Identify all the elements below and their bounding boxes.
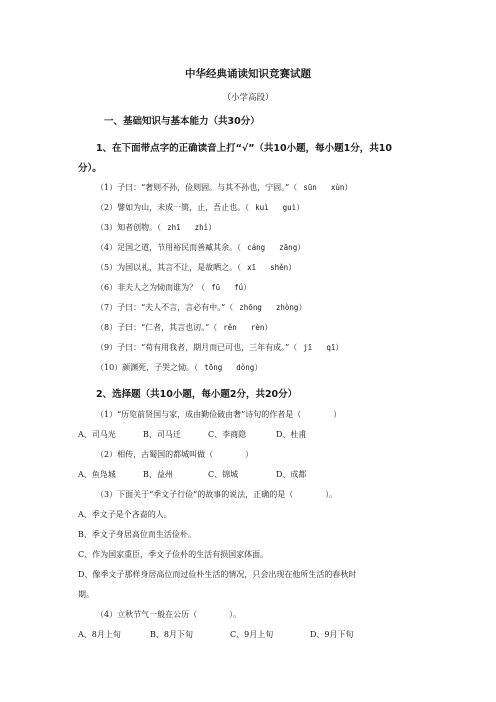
pinyin-option-a[interactable]: kuì	[255, 203, 269, 212]
close-paren: ）	[296, 203, 305, 212]
mc-q3-option-b[interactable]: B、季文子身居高位而生活俭朴。	[78, 530, 196, 539]
pinyin-option-a[interactable]: rěn	[223, 323, 237, 332]
option-d[interactable]: D、杜甫	[276, 430, 307, 439]
pinyin-option-b[interactable]: xùn	[330, 183, 345, 192]
pron-item-text: （4）足国之道，节用裕民而善臧其余。（	[96, 243, 242, 252]
close-paren: ）	[254, 363, 263, 372]
q1-heading-line2: 分）。	[78, 163, 102, 174]
pron-item-text: （1）子曰：“奢则不孙，俭则固。与其不孙也，宁固。”（	[96, 183, 298, 192]
pron-item-9	[96, 342, 343, 353]
option-b[interactable]: B、司马迁	[143, 430, 181, 439]
option-a[interactable]: A、司马光	[78, 430, 116, 439]
pron-item-text: （7）子曰：“夫人不言，言必有中。”（	[96, 303, 234, 312]
close-paren: ）	[243, 283, 252, 292]
option-c[interactable]: C、9月上旬	[230, 630, 274, 639]
q2-heading: 2、选择题（共10小题，每小题2分，共20分）	[96, 389, 298, 400]
mc-q3-option-a[interactable]: A、季文子是个吝啬的人。	[78, 510, 172, 519]
mc-q3-option-d[interactable]: D、像季文子那样身居高位而过俭朴生活的情况，只会出现在他所生活的春秋时	[78, 570, 357, 579]
pinyin-option-b[interactable]: shěn	[270, 263, 289, 272]
pinyin-option-b[interactable]: zhì	[194, 223, 209, 232]
q1-heading-line1: 1、在下面带点字的正确读音上打“√”（共10小题，每小题1分，共10	[96, 143, 392, 154]
option-c[interactable]: C、锦城	[208, 470, 239, 479]
mc-q3-stem: （3）下面关于“季文子行俭”的故事的说法，正确的是（ ）。	[96, 490, 338, 499]
pron-item-3	[96, 222, 216, 233]
pron-item-text: （3）知者创物。（	[96, 223, 162, 232]
page-subtitle: （小学高段）	[222, 93, 274, 103]
pinyin-option-a[interactable]: zhī	[167, 223, 181, 232]
close-paren: ）	[297, 243, 306, 252]
pinyin-option-a[interactable]: sūn	[303, 183, 317, 192]
close-paren: ）	[208, 223, 217, 232]
pron-item-7	[96, 302, 306, 313]
section-1-heading: 一、基础知识与基本能力（共30分）	[104, 116, 260, 127]
mc-q4-stem: （4）立秋节气一般在公历（ ）。	[96, 610, 242, 619]
mc-q4-options	[78, 629, 354, 640]
pron-item-text: （6）非夫人之为恸而谁为？（	[96, 283, 206, 292]
pinyin-option-b[interactable]: zhòng	[275, 303, 299, 312]
mc-q2-stem: （2）相传，古蜀国的都城叫做（ ）	[96, 450, 254, 459]
pinyin-option-b[interactable]: guì	[282, 203, 297, 212]
pinyin-option-a[interactable]: jī	[303, 343, 313, 352]
pron-item-5	[96, 262, 296, 273]
pinyin-option-b[interactable]: qī	[326, 343, 336, 352]
pron-item-text: （8）子曰：“仁者，其言也讱。”（	[96, 323, 218, 332]
pron-item-8	[96, 322, 272, 333]
pron-item-text: （5）为国以礼，其言不让，是故哂之。（	[96, 263, 242, 272]
pinyin-option-a[interactable]: cáng	[247, 243, 266, 252]
pron-item-text: （2）譬如为山，未成一篑，止，吾止也。（	[96, 203, 250, 212]
pron-item-1	[96, 182, 352, 193]
option-b[interactable]: B、益州	[143, 470, 173, 479]
option-d[interactable]: D、成都	[276, 470, 307, 479]
option-d[interactable]: D、9月下旬	[310, 630, 354, 639]
pron-item-6	[96, 282, 251, 293]
option-b[interactable]: B、8月下旬	[150, 630, 193, 639]
mc-q3-option-c[interactable]: C、作为国家重臣，季文子俭朴的生活有损国家体面。	[78, 550, 269, 559]
pinyin-option-a[interactable]: zhōng	[239, 303, 262, 312]
close-paren: ）	[264, 323, 273, 332]
close-paren: ）	[335, 343, 344, 352]
pron-item-10	[96, 362, 262, 373]
option-c[interactable]: C、李商隐	[208, 430, 247, 439]
pron-item-2	[96, 202, 304, 213]
close-paren: ）	[298, 303, 307, 312]
pinyin-option-b[interactable]: rèn	[250, 323, 265, 332]
mc-q2-options	[78, 469, 306, 480]
close-paren: ）	[344, 183, 353, 192]
pron-item-text: （9）子曰：“苟有用我者，期月而已可也，三年有成。”（	[96, 343, 298, 352]
pron-item-text: （10）颜渊死，子哭之恸。（	[96, 363, 199, 372]
option-a[interactable]: A、鱼凫城	[78, 470, 116, 479]
pinyin-option-b[interactable]: fú	[234, 283, 244, 292]
mc-q1-stem: （1）“历览前贤国与家，成由勤俭破由奢”诗句的作者是（ ）	[96, 410, 342, 419]
pinyin-option-a[interactable]: xī	[247, 263, 257, 272]
pinyin-option-b[interactable]: zāng	[279, 243, 298, 252]
pinyin-option-a[interactable]: fū	[211, 283, 221, 292]
page-title: 中华经典诵读知识竞赛试题	[185, 68, 311, 80]
pinyin-option-b[interactable]: dòng	[236, 363, 255, 372]
pron-item-4	[96, 242, 305, 253]
mc-q3-option-d-cont: 期。	[78, 590, 94, 599]
pinyin-option-a[interactable]: tōng	[204, 363, 223, 372]
mc-q1-options	[78, 429, 306, 440]
option-a[interactable]: A、8月上旬	[78, 630, 121, 639]
close-paren: ）	[288, 263, 297, 272]
